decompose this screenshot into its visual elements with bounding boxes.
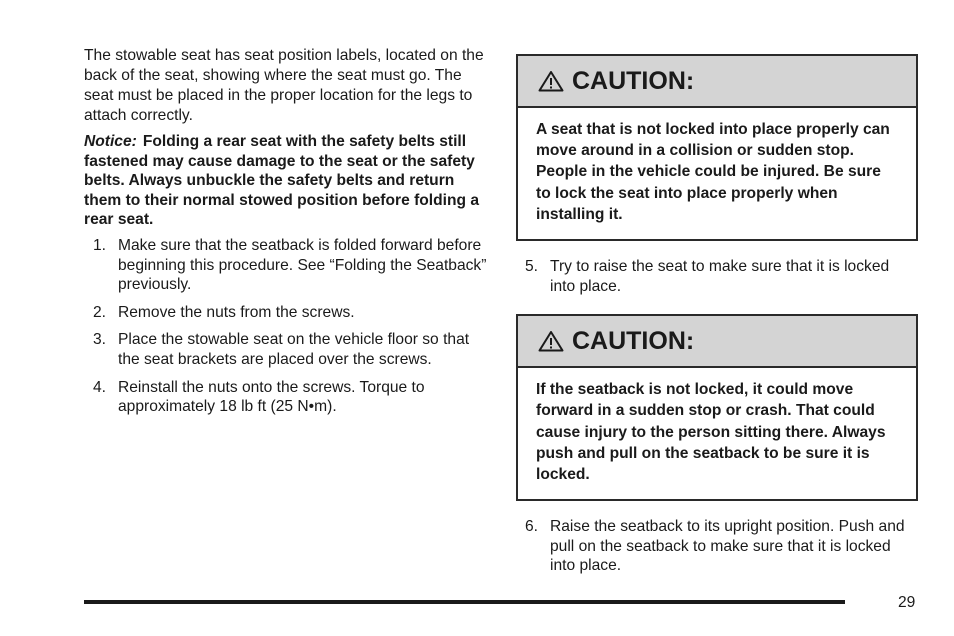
step-3 (84, 330, 489, 369)
step-text: Raise the seatback to its upright position. Push and pull on the seatback to make sure that it is locked into place. (550, 518, 905, 575)
step-4 (84, 378, 489, 417)
caution-text: A seat that is not locked into place properly can move around in a collision or sudden stop. People in the vehicle could be injured. Be sure to lock the seat into place properly when installing it. (536, 121, 890, 223)
intro-paragraph: The stowable seat has seat position labels, located on the back of the seat, showing where the seat must go. The seat must be placed in the proper location for the legs to attach correctly. (84, 47, 484, 124)
page-number: 29 (898, 594, 916, 611)
notice-paragraph (84, 132, 489, 230)
caution-title: CAUTION: (572, 326, 695, 355)
left-column (84, 46, 489, 425)
step-text: Place the stowable seat on the vehicle floor so that the seat brackets are placed over the screws. (118, 331, 470, 368)
step-text: Make sure that the seatback is folded forward before beginning this procedure. See “Folding the Seatback” previously. (118, 236, 487, 294)
footer-rule (84, 600, 845, 604)
notice-text: Folding a rear seat with the safety belts still fastened may cause damage to the seat or the safety belts. Always unbuckle the safety belts and return them to their normal stowed position before folding a rear seat. (84, 133, 480, 229)
step-6 (516, 517, 918, 576)
step-number: 4. (93, 378, 107, 396)
caution-box-1 (516, 54, 918, 241)
caution-header (518, 316, 916, 368)
caution-header (518, 56, 916, 108)
step-5 (516, 257, 918, 296)
step-number: 2. (93, 303, 107, 321)
notice-label: Notice: (84, 133, 137, 150)
caution-title: CAUTION: (572, 66, 695, 95)
step-text: Remove the nuts from the screws. (118, 303, 355, 321)
caution-box-2 (516, 314, 918, 501)
step-2 (84, 303, 489, 323)
right-column (516, 54, 918, 576)
step-number: 1. (93, 236, 107, 254)
step-number: 3. (93, 331, 107, 349)
step-text: Reinstall the nuts onto the screws. Torque to approximately 18 lb ft (25 N•m). (118, 378, 425, 416)
warning-triangle-icon (538, 70, 564, 92)
warning-triangle-icon (538, 330, 564, 352)
step-text: Try to raise the seat to make sure that it is locked into place. (550, 258, 890, 295)
caution-text: If the seatback is not locked, it could move forward in a sudden stop or crash. That could cause injury to the person sitting there. Always push and pull on the seatback to be sure it is locked. (536, 381, 886, 484)
step-1 (84, 236, 489, 295)
step-number: 6. (525, 518, 539, 536)
step-number: 5. (525, 258, 539, 276)
